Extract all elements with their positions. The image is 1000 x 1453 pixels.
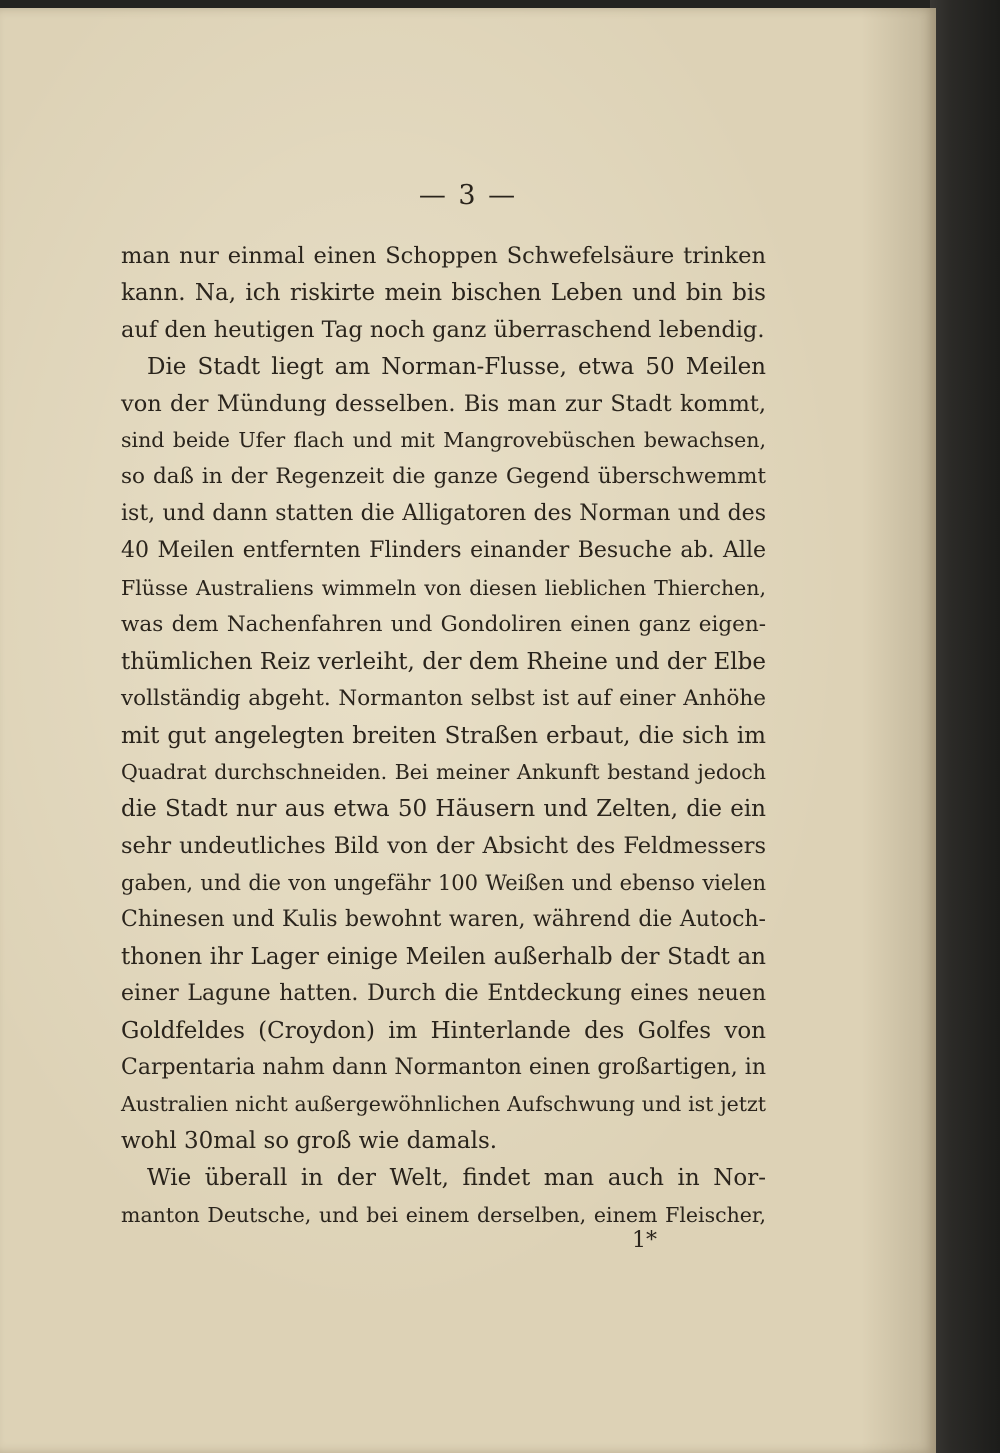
text-line: gaben, und die von ungefähr 100 Weißen und ebenso vielen xyxy=(121,871,766,896)
book-binding-edge xyxy=(930,0,1000,1453)
text-line: wohl 30mal so groß wie damals. xyxy=(121,1128,498,1155)
text-line: so daß in der Regenzeit die ganze Gegend überschwemmt xyxy=(121,464,766,490)
text-line: Australien nicht außergewöhnlichen Aufschwung und ist jetzt xyxy=(121,1092,766,1117)
text-line: Carpentaria nahm dann Normanton einen großartigen, in xyxy=(121,1054,766,1080)
text-line: sehr undeutliches Bild von der Absicht des Feldmessers xyxy=(121,833,766,860)
text-line: ist, und dann statten die Alligatoren des Norman und des xyxy=(121,501,766,527)
text-line: kann. Na, ich riskirte mein bischen Leben und bin bis xyxy=(121,279,766,306)
text-line: vollständig abgeht. Normanton selbst ist auf einer Anhöhe xyxy=(121,685,766,711)
page-number: — 3 — xyxy=(418,180,518,211)
text-line: sind beide Ufer flach und mit Mangrovebüschen bewachsen, xyxy=(121,428,766,453)
text-line: Goldfeldes (Croydon) im Hinterlande des Golfes von xyxy=(121,1017,766,1044)
text-line: Flüsse Australiens wimmeln von diesen lieblichen Thierchen, xyxy=(121,576,766,601)
text-line: manton Deutsche, und bei einem derselben, einem Fleischer, xyxy=(121,1203,766,1228)
text-line: 40 Meilen entfernten Flinders einander Besuche ab. Alle xyxy=(121,538,766,564)
book-page xyxy=(0,8,936,1453)
text-line: Die Stadt liegt am Norman-Flusse, etwa 50 Meilen xyxy=(147,353,766,380)
text-line: mit gut angelegten breiten Straßen erbaut, die sich im xyxy=(121,722,766,749)
text-line: Quadrat durchschneiden. Bei meiner Ankunft bestand jedoch xyxy=(121,760,766,785)
text-line: von der Mündung desselben. Bis man zur Stadt kommt, xyxy=(121,390,766,417)
text-line: thonen ihr Lager einige Meilen außerhalb der Stadt an xyxy=(121,943,766,970)
text-line: die Stadt nur aus etwa 50 Häusern und Zelten, die ein xyxy=(121,796,766,823)
text-line: man nur einmal einen Schoppen Schwefelsäure trinken xyxy=(121,243,766,269)
text-line: was dem Nachenfahren und Gondoliren einen ganz eigen- xyxy=(121,611,766,637)
text-line: thümlichen Reiz verleiht, der dem Rheine und der Elbe xyxy=(121,648,766,675)
printer-signature-mark: 1* xyxy=(632,1228,657,1253)
text-line: Chinesen und Kulis bewohnt waren, während die Autoch- xyxy=(121,907,766,933)
text-line: einer Lagune hatten. Durch die Entdeckung eines neuen xyxy=(121,980,766,1006)
body-text xyxy=(121,238,766,1234)
text-line: auf den heutigen Tag noch ganz überraschend lebendig. xyxy=(121,316,765,343)
text-line: Wie überall in der Welt, findet man auch in Nor- xyxy=(147,1165,766,1192)
